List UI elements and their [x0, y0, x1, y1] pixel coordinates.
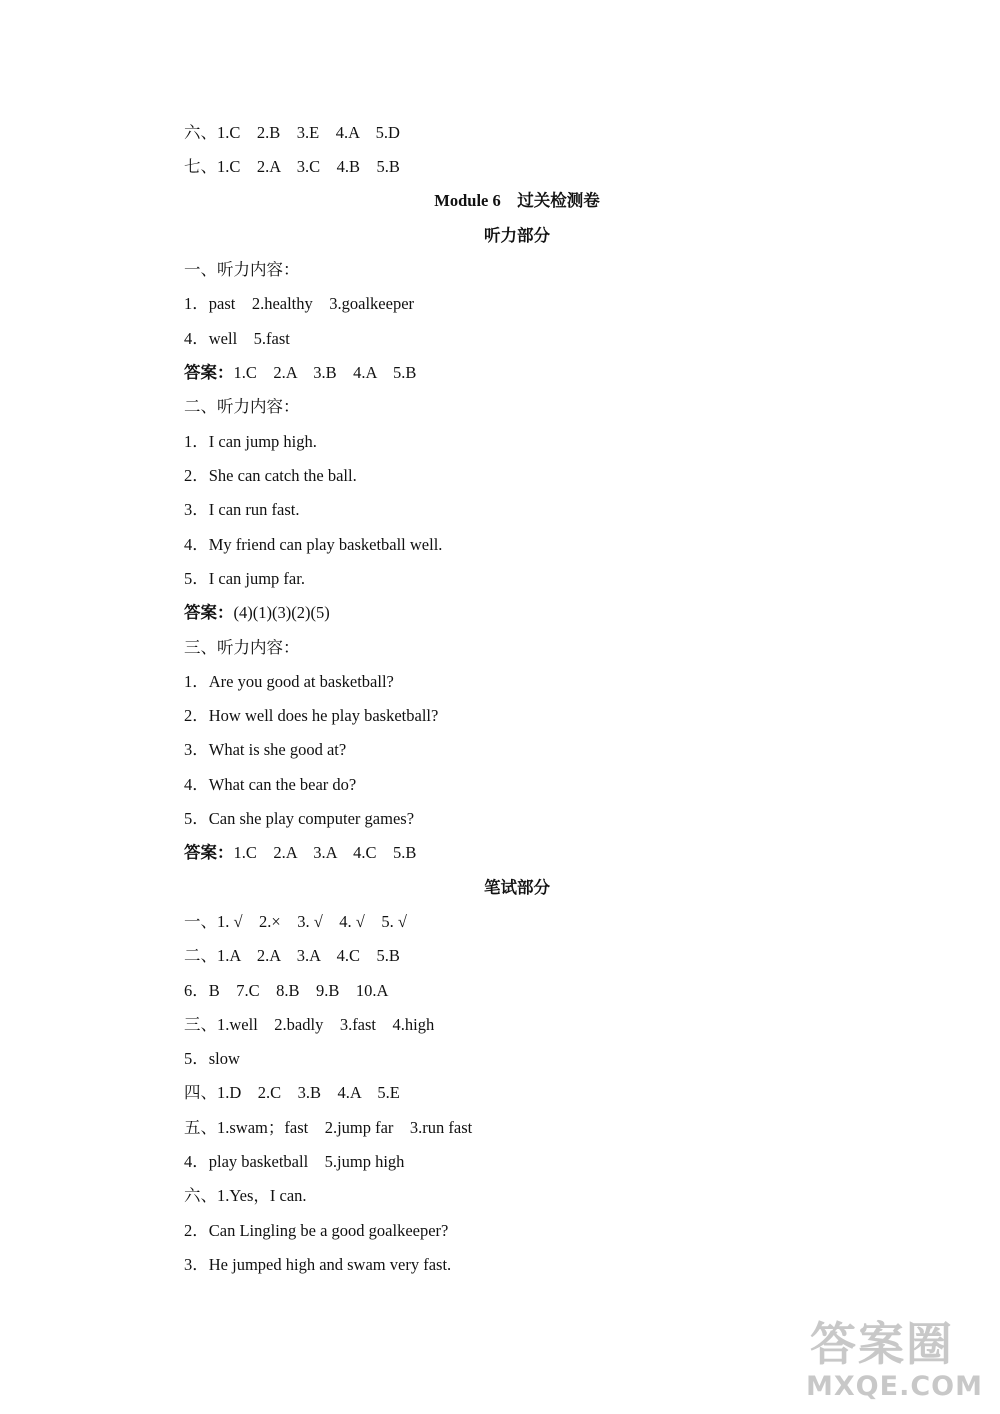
answer-label: 答案：	[184, 363, 234, 382]
answer-values: (4)(1)(3)(2)(5)	[233, 603, 330, 622]
site-watermark-logo	[806, 1318, 992, 1410]
writing-section-6-line-1: 六、1.Yes，I can.	[184, 1186, 307, 1205]
listening-section-3-item-4: 4．What can the bear do?	[184, 775, 357, 794]
writing-section-5-line-2: 4．play basketball 5.jump high	[184, 1152, 405, 1171]
listening-section-1-line-1: 1．past 2.healthy 3.goalkeeper	[184, 294, 415, 313]
answer-label: 答案：	[184, 603, 234, 622]
watermark-logo-text: 答案圈	[810, 1317, 954, 1371]
listening-section-1-label: 一、听力内容：	[184, 260, 300, 279]
writing-section-1: 一、1. √ 2.× 3. √ 4. √ 5. √	[184, 912, 407, 931]
module-title: Module 6 过关检测卷	[434, 191, 600, 210]
listening-section-3-answer	[184, 842, 416, 864]
writing-section-3-line-1: 三、1.well 2.badly 3.fast 4.high	[184, 1015, 435, 1034]
writing-section-4: 四、1.D 2.C 3.B 4.A 5.E	[184, 1083, 400, 1102]
writing-section-2-line-1: 二、1.A 2.A 3.A 4.C 5.B	[184, 946, 400, 965]
writing-section-6-line-2: 2．Can Lingling be a good goalkeeper?	[184, 1221, 449, 1240]
writing-heading: 笔试部分	[484, 878, 550, 897]
listening-section-3-label: 三、听力内容：	[184, 638, 300, 657]
listening-section-3-item-2: 2．How well does he play basketball?	[184, 706, 439, 725]
listening-section-3-item-5: 5．Can she play computer games?	[184, 809, 415, 828]
writing-section-3-line-2: 5．slow	[184, 1049, 240, 1068]
answer-values: 1.C 2.A 3.B 4.A 5.B	[233, 363, 417, 382]
answer-label: 答案：	[184, 843, 234, 862]
listening-section-2-item-4: 4．My friend can play basketball well.	[184, 535, 443, 554]
watermark-domain-text: MXQE.COM	[806, 1371, 983, 1402]
listening-section-2-item-3: 3．I can run fast.	[184, 500, 300, 519]
writing-section-2-line-2: 6．B 7.C 8.B 9.B 10.A	[184, 981, 389, 1000]
answer-line-section-7: 七、1.C 2.A 3.C 4.B 5.B	[184, 157, 400, 176]
listening-section-3-item-3: 3．What is she good at?	[184, 740, 347, 759]
listening-section-2-label: 二、听力内容：	[184, 397, 300, 416]
listening-heading: 听力部分	[484, 226, 550, 245]
listening-section-1-answer	[184, 362, 416, 384]
listening-section-1-line-2: 4．well 5.fast	[184, 329, 290, 348]
answer-values: 1.C 2.A 3.A 4.C 5.B	[233, 843, 417, 862]
listening-section-2-item-2: 2．She can catch the ball.	[184, 466, 357, 485]
answer-line-section-6: 六、1.C 2.B 3.E 4.A 5.D	[184, 123, 400, 142]
listening-section-2-item-5: 5．I can jump far.	[184, 569, 305, 588]
writing-section-6-line-3: 3．He jumped high and swam very fast.	[184, 1255, 452, 1274]
listening-section-3-item-1: 1．Are you good at basketball?	[184, 672, 394, 691]
writing-section-5-line-1: 五、1.swam；fast 2.jump far 3.run fast	[184, 1118, 473, 1137]
listening-section-2-answer	[184, 602, 330, 624]
listening-section-2-item-1: 1．I can jump high.	[184, 432, 317, 451]
